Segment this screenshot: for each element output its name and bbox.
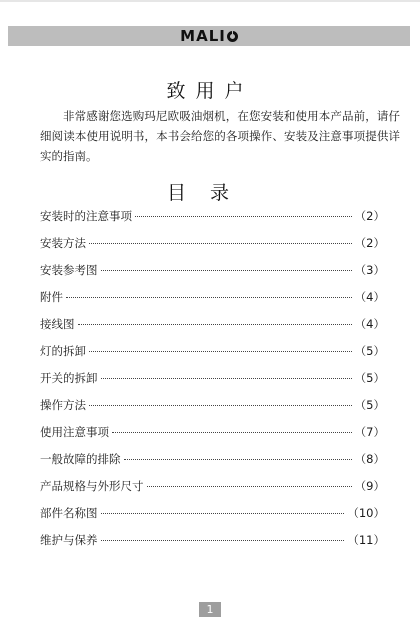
power-o-icon xyxy=(227,31,238,42)
toc-entry[interactable] xyxy=(40,343,385,370)
toc-entry-page: （4） xyxy=(354,317,385,331)
toc-entry[interactable] xyxy=(40,478,385,505)
toc-entry-page: （10） xyxy=(347,506,385,520)
toc-dot-leader xyxy=(135,216,352,217)
toc-entry-label: 安装方法 xyxy=(40,236,86,250)
toc-entry[interactable] xyxy=(40,424,385,451)
toc-dot-leader xyxy=(89,243,352,244)
dedication-paragraph: 非常感谢您选购玛尼欧吸油烟机，在您安装和使用本产品前，请仔细阅读本使用说明书，本书会给您的各项操作、安装及注意事项提供详实的指南。 xyxy=(40,109,400,163)
toc-entry[interactable] xyxy=(40,208,385,235)
toc-entry[interactable] xyxy=(40,289,385,316)
toc-entry-label: 灯的拆卸 xyxy=(40,344,86,358)
top-rule xyxy=(0,0,420,2)
toc-entry[interactable] xyxy=(40,262,385,289)
toc-dot-leader xyxy=(89,405,352,406)
page-number: 1 xyxy=(199,602,221,617)
toc-entry-label: 开关的拆卸 xyxy=(40,371,98,385)
toc-entry-page: （11） xyxy=(347,533,385,547)
toc-entry-page: （8） xyxy=(354,452,385,466)
toc-entry[interactable] xyxy=(40,451,385,478)
toc-entry[interactable] xyxy=(40,235,385,262)
toc-entry-label: 安装时的注意事项 xyxy=(40,209,132,223)
toc-dot-leader xyxy=(78,324,352,325)
contents-title: 目录 xyxy=(166,182,253,204)
toc-entry[interactable] xyxy=(40,505,385,532)
toc-entry-page: （9） xyxy=(354,479,385,493)
toc-entry-page: （2） xyxy=(354,209,385,223)
toc-entry-page: （2） xyxy=(354,236,385,250)
toc-entry-page: （4） xyxy=(354,290,385,304)
brand-text: MALI xyxy=(180,27,226,45)
toc-entry-label: 使用注意事项 xyxy=(40,425,109,439)
toc-entry[interactable] xyxy=(40,370,385,397)
toc-entry-page: （5） xyxy=(354,398,385,412)
toc-entry-page: （5） xyxy=(354,371,385,385)
toc-entry[interactable] xyxy=(40,532,385,559)
toc-entry-label: 附件 xyxy=(40,290,63,304)
toc-dot-leader xyxy=(147,486,352,487)
toc-entry-page: （5） xyxy=(354,344,385,358)
dedication-title: 致用户 xyxy=(166,80,254,102)
toc-entry-label: 一般故障的排除 xyxy=(40,452,121,466)
toc-dot-leader xyxy=(101,378,352,379)
header-bar xyxy=(8,26,410,46)
toc-entry[interactable] xyxy=(40,397,385,424)
dedication-body xyxy=(40,106,400,166)
toc-entry[interactable] xyxy=(40,316,385,343)
toc-entry-label: 部件名称图 xyxy=(40,506,98,520)
toc-entry-label: 产品规格与外形尺寸 xyxy=(40,479,144,493)
toc-entry-label: 维护与保养 xyxy=(40,533,98,547)
toc-dot-leader xyxy=(66,297,352,298)
toc-dot-leader xyxy=(89,351,352,352)
toc-dot-leader xyxy=(112,432,352,433)
toc-dot-leader xyxy=(101,513,345,514)
toc-dot-leader xyxy=(101,270,352,271)
table-of-contents xyxy=(40,208,385,559)
toc-entry-label: 接线图 xyxy=(40,317,75,331)
toc-dot-leader xyxy=(124,459,352,460)
brand-logo xyxy=(180,27,238,45)
toc-entry-label: 操作方法 xyxy=(40,398,86,412)
toc-entry-page: （7） xyxy=(354,425,385,439)
toc-dot-leader xyxy=(101,540,345,541)
toc-entry-label: 安装参考图 xyxy=(40,263,98,277)
toc-entry-page: （3） xyxy=(354,263,385,277)
